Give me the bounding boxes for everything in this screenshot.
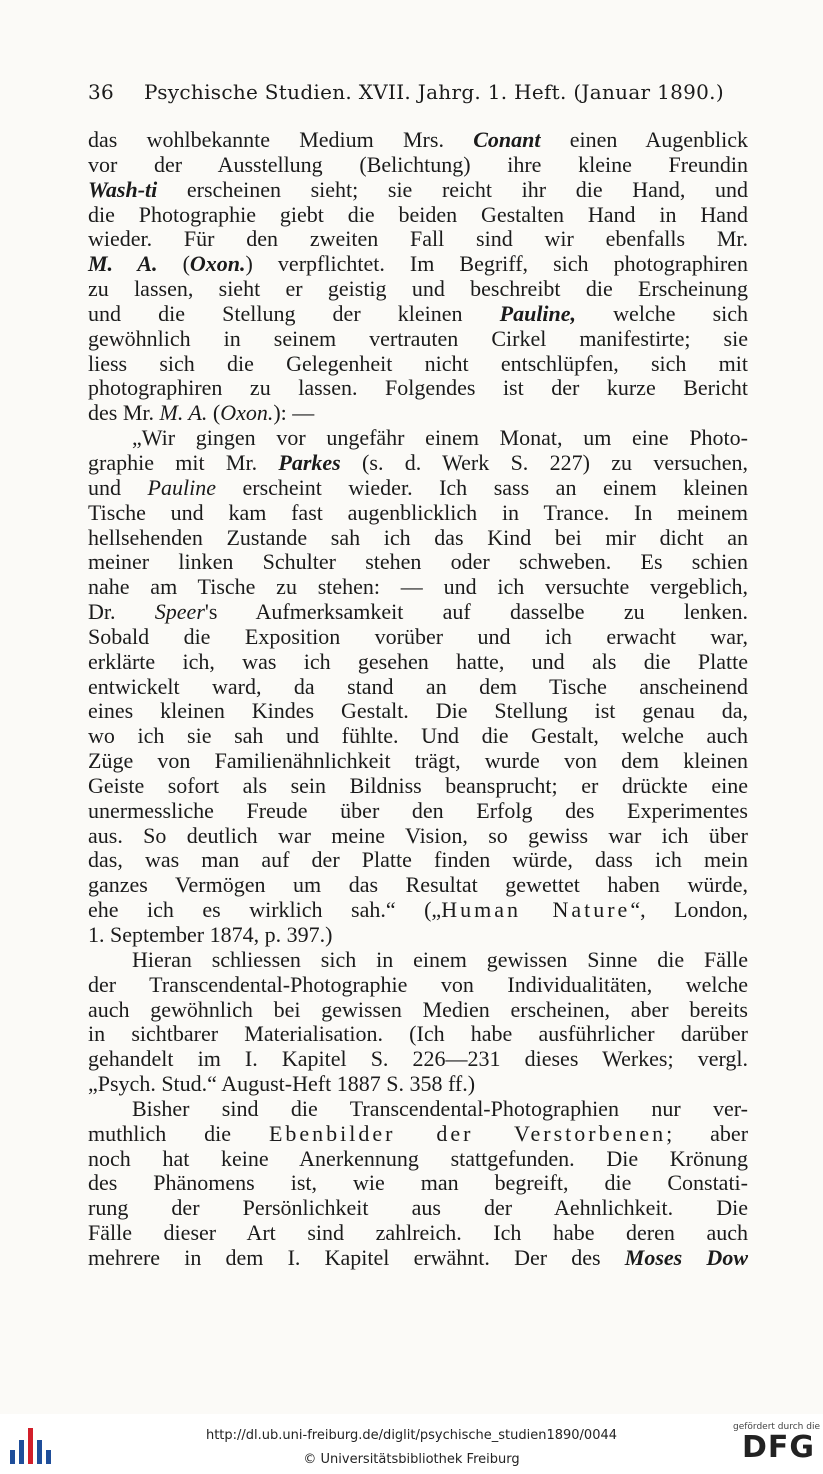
- text-line: aus. So deutlich war meine Vision, so gewiss war ich über: [88, 822, 748, 848]
- dfg-logo[interactable]: [733, 1422, 820, 1470]
- text-line: M. A. (Oxon.) verpflichtet. Im Begriff, sich photographiren: [88, 251, 749, 277]
- footer-bar: [0, 1414, 823, 1474]
- dfg-caption: gefördert durch die: [733, 1422, 820, 1432]
- text-line: Dr. Speer's Aufmerksamkeit auf dasselbe zu lenken.: [88, 599, 749, 625]
- text-line: ehe ich es wirklich sah.“ („Human Nature“, London,: [88, 897, 749, 923]
- text-line: 1. September 1874, p. 397.): [88, 922, 333, 947]
- text-line: gehandelt im I. Kapitel S. 226—231 dieses Werkes; vergl.: [88, 1046, 748, 1072]
- text-line: rung der Persönlichkeit aus der Aehnlichkeit. Die: [88, 1195, 748, 1221]
- text-line: muthlich die Ebenbilder der Verstorbenen; aber: [88, 1120, 749, 1146]
- text-line: meiner linken Schulter stehen oder schweben. Es schien: [88, 549, 748, 575]
- text-line: eines kleinen Kindes Gestalt. Die Stellung ist genau da,: [88, 698, 748, 724]
- text-line: entwickelt ward, da stand an dem Tische anscheinend: [88, 673, 748, 699]
- copyright-text: © Universitätsbibliothek Freiburg: [303, 1452, 520, 1467]
- text-line: Geiste sofort als sein Bildniss beansprucht; er drückte eine: [88, 772, 748, 798]
- text-line: wieder. Für den zweiten Fall sind wir ebenfalls Mr.: [88, 226, 748, 252]
- text-line: Züge von Familienähnlichkeit trägt, wurde von dem kleinen: [88, 748, 748, 774]
- text-line: und Pauline erscheint wieder. Ich sass an einem kleinen: [88, 474, 748, 500]
- text-line: hellsehenden Zustande sah ich das Kind bei mir dicht an: [88, 524, 748, 550]
- text-line: Tische und kam fast augenblicklich in Trance. In meinem: [88, 499, 748, 525]
- text-line: des Phänomens ist, wie man begreift, die Constati-: [88, 1170, 748, 1196]
- text-line: wo ich sie sah und fühlte. Und die Gestalt, welche auch: [88, 723, 748, 749]
- text-line: Fälle dieser Art sind zahlreich. Ich habe deren auch: [88, 1220, 748, 1246]
- body-text: [88, 128, 748, 1271]
- text-line: vor der Ausstellung (Belichtung) ihre kleine Freundin: [88, 151, 748, 177]
- dfg-logo-text: DFG: [741, 1430, 815, 1465]
- text-line: gewöhnlich in seinem vertrauten Cirkel manifestirte; sie: [88, 325, 748, 351]
- running-header: [88, 80, 738, 104]
- text-line: unermessliche Freude über den Erfolg des Experimentes: [88, 797, 748, 823]
- text-line: zu lassen, sieht er geistig und beschreibt die Erscheinung: [88, 276, 748, 302]
- text-line: noch hat keine Anerkennung stattgefunden. Die Krönung: [88, 1145, 748, 1171]
- running-title: Psychische Studien. XVII. Jahrg. 1. Heft. (Januar 1890.): [144, 80, 724, 104]
- text-line: photographiren zu lassen. Folgendes ist der kurze Bericht: [88, 375, 748, 401]
- text-line: Bisher sind die Transcendental-Photographien nur ver-: [132, 1095, 748, 1121]
- text-line: die Photographie giebt die beiden Gestalten Hand in Hand: [88, 201, 748, 227]
- text-line: mehrere in dem I. Kapitel erwähnt. Der des Moses Dow: [88, 1244, 748, 1270]
- text-line: liess sich die Gelegenheit nicht entschlüpfen, sich mit: [88, 350, 748, 376]
- text-line: Sobald die Exposition vorüber und ich erwacht war,: [88, 623, 748, 649]
- text-line: ganzes Vermögen um das Resultat gewettet haben würde,: [88, 872, 748, 898]
- text-line: das, was man auf der Platte finden würde, dass ich mein: [88, 847, 748, 873]
- text-line: des Mr. M. A. (Oxon.): —: [88, 400, 315, 426]
- text-line: nahe am Tische zu stehen: — und ich versuchte vergeblich,: [88, 574, 748, 600]
- text-line: „Psych. Stud.“ August-Heft 1887 S. 358 ff.): [88, 1071, 476, 1097]
- text-line: Hieran schliessen sich in einem gewissen Sinne die Fälle: [132, 946, 748, 972]
- text-line: das wohlbekannte Medium Mrs. Conant einen Augenblick: [88, 127, 748, 152]
- text-line: „Wir gingen vor ungefähr einem Monat, um eine Photo-: [132, 425, 748, 451]
- text-line: in sichtbarer Materialisation. (Ich habe ausführlicher darüber: [88, 1021, 748, 1047]
- text-line: der Transcendental-Photographie von Individualitäten, welche: [88, 971, 748, 997]
- text-line: und die Stellung der kleinen Pauline, welche sich: [88, 300, 749, 326]
- text-line: auch gewöhnlich bei gewissen Medien erscheinen, aber bereits: [88, 996, 748, 1022]
- text-line: Wash-ti erscheinen sieht; sie reicht ihr die Hand, und: [88, 176, 748, 202]
- text-line: erklärte ich, was ich gesehen hatte, und als die Platte: [88, 648, 748, 674]
- permalink-url[interactable]: http://dl.ub.uni-freiburg.de/diglit/psychische_studien1890/0044: [205, 1428, 618, 1443]
- text-line: graphie mit Mr. Parkes (s. d. Werk S. 227) zu versuchen,: [88, 449, 749, 475]
- page-number: 36: [88, 80, 115, 104]
